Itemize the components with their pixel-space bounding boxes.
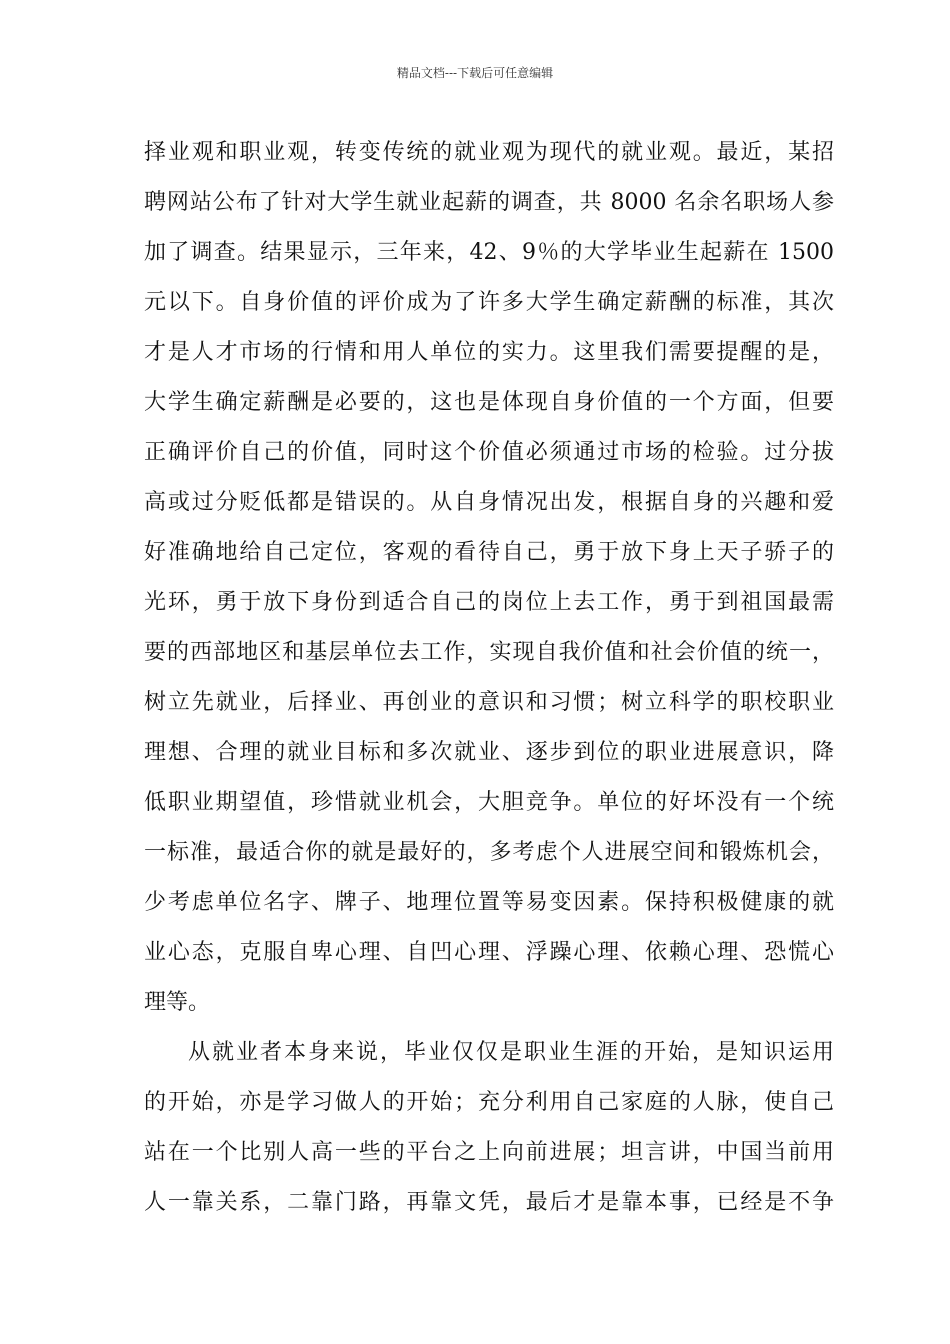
text-line: 人一靠关系，二靠门路，再靠文凭，最后才是靠本事，已经是不争 [144, 1190, 834, 1215]
text-line: 少考虑单位名字、牌子、地理位置等易变因素。保持积极健康的就 [144, 890, 834, 915]
document-body [144, 128, 834, 1228]
text-line: 树立先就业，后择业、再创业的意识和习惯；树立科学的职校职业 [144, 690, 834, 715]
page-header: 精品文档---下载后可任意编辑 [396, 66, 554, 80]
text-line: 择业观和职业观，转变传统的就业观为现代的就业观。最近，某招 [144, 140, 834, 165]
text-line: 站在一个比别人高一些的平台之上向前进展；坦言讲，中国当前用 [144, 1140, 834, 1165]
text-line: 理想、合理的就业目标和多次就业、逐步到位的职业进展意识，降 [144, 740, 834, 765]
text-line: 光环，勇于放下身份到适合自己的岗位上去工作，勇于到祖国最需 [144, 590, 834, 615]
text-line: 元以下。自身价值的评价成为了许多大学生确定薪酬的标准，其次 [144, 290, 834, 315]
text-line: 要的西部地区和基层单位去工作，实现自我价值和社会价值的统一， [144, 640, 834, 665]
text-line: 理等。 [144, 990, 211, 1015]
text-line: 才是人才市场的行情和用人单位的实力。这里我们需要提醒的是， [144, 340, 834, 365]
text-line: 加了调查。结果显示，三年来，42、9％的大学毕业生起薪在 1500 [144, 240, 834, 265]
text-line: 大学生确定薪酬是必要的，这也是体现自身价值的一个方面，但要 [144, 390, 834, 415]
text-line: 好准确地给自己定位，客观的看待自己，勇于放下身上天子骄子的 [144, 540, 834, 565]
text-line: 的开始，亦是学习做人的开始；充分利用自己家庭的人脉，使自己 [144, 1090, 834, 1115]
paragraph [144, 128, 834, 1028]
text-line: 低职业期望值，珍惜就业机会，大胆竞争。单位的好坏没有一个统 [144, 790, 834, 815]
text-line: 从就业者本身来说，毕业仅仅是职业生涯的开始，是知识运用 [188, 1040, 834, 1065]
text-line: 聘网站公布了针对大学生就业起薪的调查，共 8000 名余名职场人参 [144, 190, 834, 215]
text-line: 一标准，最适合你的就是最好的，多考虑个人进展空间和锻炼机会， [144, 840, 834, 865]
paragraph [144, 1028, 834, 1228]
text-line: 业心态，克服自卑心理、自凹心理、浮躁心理、依赖心理、恐慌心 [144, 940, 834, 965]
text-line: 正确评价自己的价值，同时这个价值必须通过市场的检验。过分拔 [144, 440, 834, 465]
text-line: 高或过分贬低都是错误的。从自身情况出发，根据自身的兴趣和爱 [144, 490, 834, 515]
